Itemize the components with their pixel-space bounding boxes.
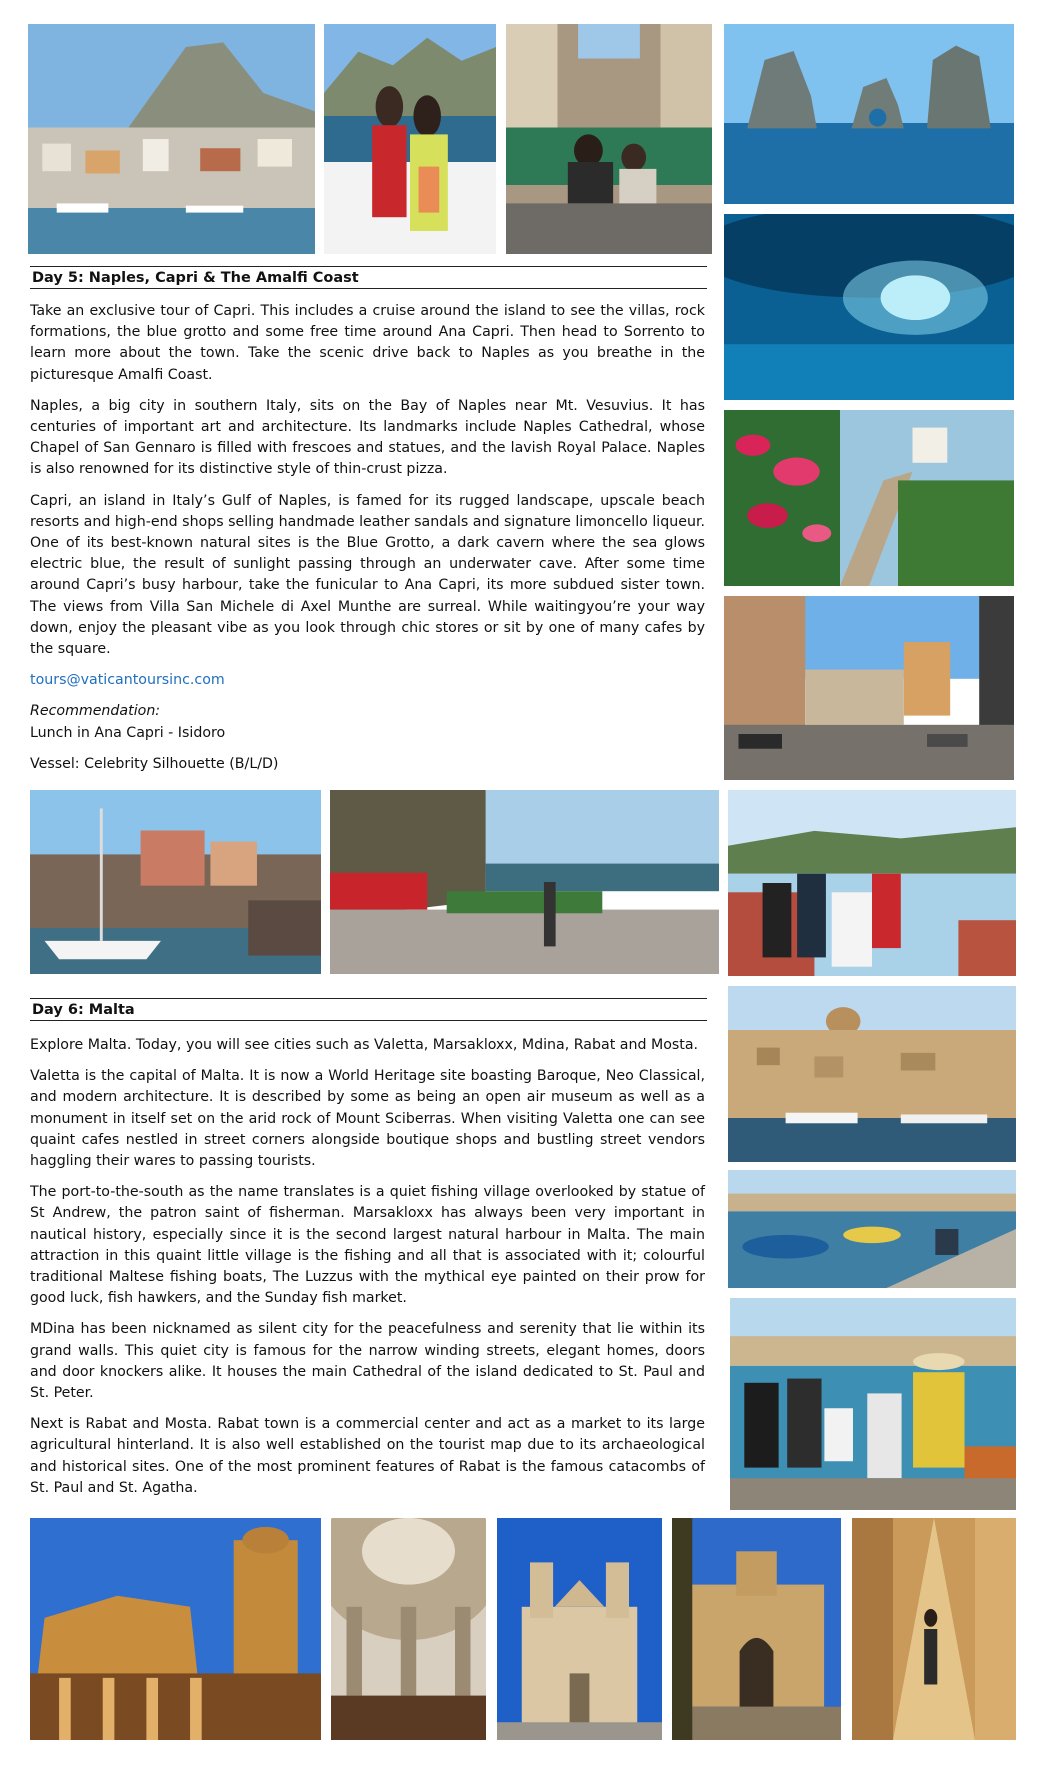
day6-title: Day 6: Malta [30,998,707,1021]
photo-family-viewpoint [728,790,1016,976]
day5-title: Day 5: Naples, Capri & The Amalfi Coast [30,266,707,289]
photo-faraglioni-rocks [724,24,1014,204]
photo-seafront-promenade [330,790,719,974]
recommendation-text: Lunch in Ana Capri - Isidoro [30,724,226,741]
vessel-text: Vessel: Celebrity Silhouette (B/L/D) [30,755,279,772]
day6-paragraph: Explore Malta. Today, you will see cities such as Valetta, Marsakloxx, Mdina, Rabat and Mosta. [30,1037,699,1053]
photo-rotunda-interior [331,1518,486,1740]
photo-blue-grotto [724,214,1014,400]
day5-paragraph: Take an exclusive tour of Capri. This includes a cruise around the island to see the villas, rock formations, the blue grotto and some free time around Ana Capri. Then head to Sorrento to learn more about the town. Take the scenic drive back to Naples as you breathe in the picturesque Amalfi Coast. [30,303,705,383]
photo-capri-harbour [28,24,315,254]
photo-mosta-rotunda [30,1518,321,1740]
photo-sorrento-marina [30,790,321,974]
photo-sorrento-street [724,596,1014,780]
day5-paragraph: Naples, a big city in southern Italy, sits on the Bay of Naples near Mt. Vesuvius. It has centuries of important art and architecture. Its landmarks include Naples Cathedral, whose Chapel of San Gennaro is filled with frescoes and statues, and the lavish Royal Palace. Naples is also renowned for its distinctive style of thin-crust pizza. [30,397,705,478]
day5-paragraph: Capri, an island in Italy’s Gulf of Naples, is famed for its rugged landscape, upscale beach resorts and high-end shops selling handmade leather sandals and signature limoncello liqueur. One of its best-known natural sites is the Blue Grotto, a dark cavern where the sea glows electric blue, the result of sunlight passing through an underwater cave. After some time around Capri’s busy harbour, take the funicular to Ana Capri, its more subdued sister town. The views from Villa San Michele di Axel Munthe are surreal. While waitingyou’re your way down, enjoy the pleasant vibe as you look through chic stores or sit by one of many cafes by the square. [30,492,705,658]
photo-silent-city-alley [852,1518,1016,1740]
photo-family-marsaxlokk [730,1298,1016,1510]
contact-email-link[interactable]: tours@vaticantoursinc.com [30,672,225,689]
day6-paragraph: Valetta is the capital of Malta. It is now a World Heritage site boasting Baroque, Neo Classical, and modern architecture. It is described by some as being an open air museum as well as a monument in itself set on the arid rock of Mount Sciberras. When visiting Valetta one can see quaint cafes nestled in street corners alongside boutique shops and bustling street vendors haggling their wares to passing tourists. [30,1068,705,1170]
photo-flowers-stairway [724,410,1014,586]
day6-paragraph: Next is Rabat and Mosta. Rabat town is a commercial center and act as a market to its large agricultural hinterland. It is also well established on the tourist map due to its archaeological and historical sites. One of the most prominent features of Rabat is the famous catacombs of St. Paul and St. Agatha. [30,1416,705,1496]
photo-street-bench-group [506,24,712,254]
photo-mdina-cathedral [497,1518,662,1740]
day6-body [30,1035,705,1509]
day6-paragraph: The port-to-the-south as the name translates is a quiet fishing village overlooked by statue of St Andrew, the patron saint of fisherman. Marsakloxx has always been very important in nautical history, especially since it is the second largest natural harbour in Malta. The main attraction in this quaint little village is the fishing and all that is associated with it; colourful traditional Maltese fishing boats, The Luzzus with the mythical eye painted on their prow for good luck, fish hawkers, and the Sunday fish market. [30,1184,705,1307]
photo-mdina-gate [672,1518,841,1740]
photo-valletta-harbour [728,986,1016,1162]
day6-paragraph: MDina has been nicknamed as silent city for the peacefulness and serenity that lie within its grand walls. This quiet city is famous for the narrow winding streets, elegant homes, doors and door knockers alike. It houses the main Cathedral of the island dedicated to St. Paul and St. Peter. [30,1321,705,1402]
recommendation-label: Recommendation: [30,703,161,720]
day5-body [30,301,705,775]
photo-marsaxlokk-boats [728,1170,1016,1288]
photo-couple-boat [324,24,496,254]
